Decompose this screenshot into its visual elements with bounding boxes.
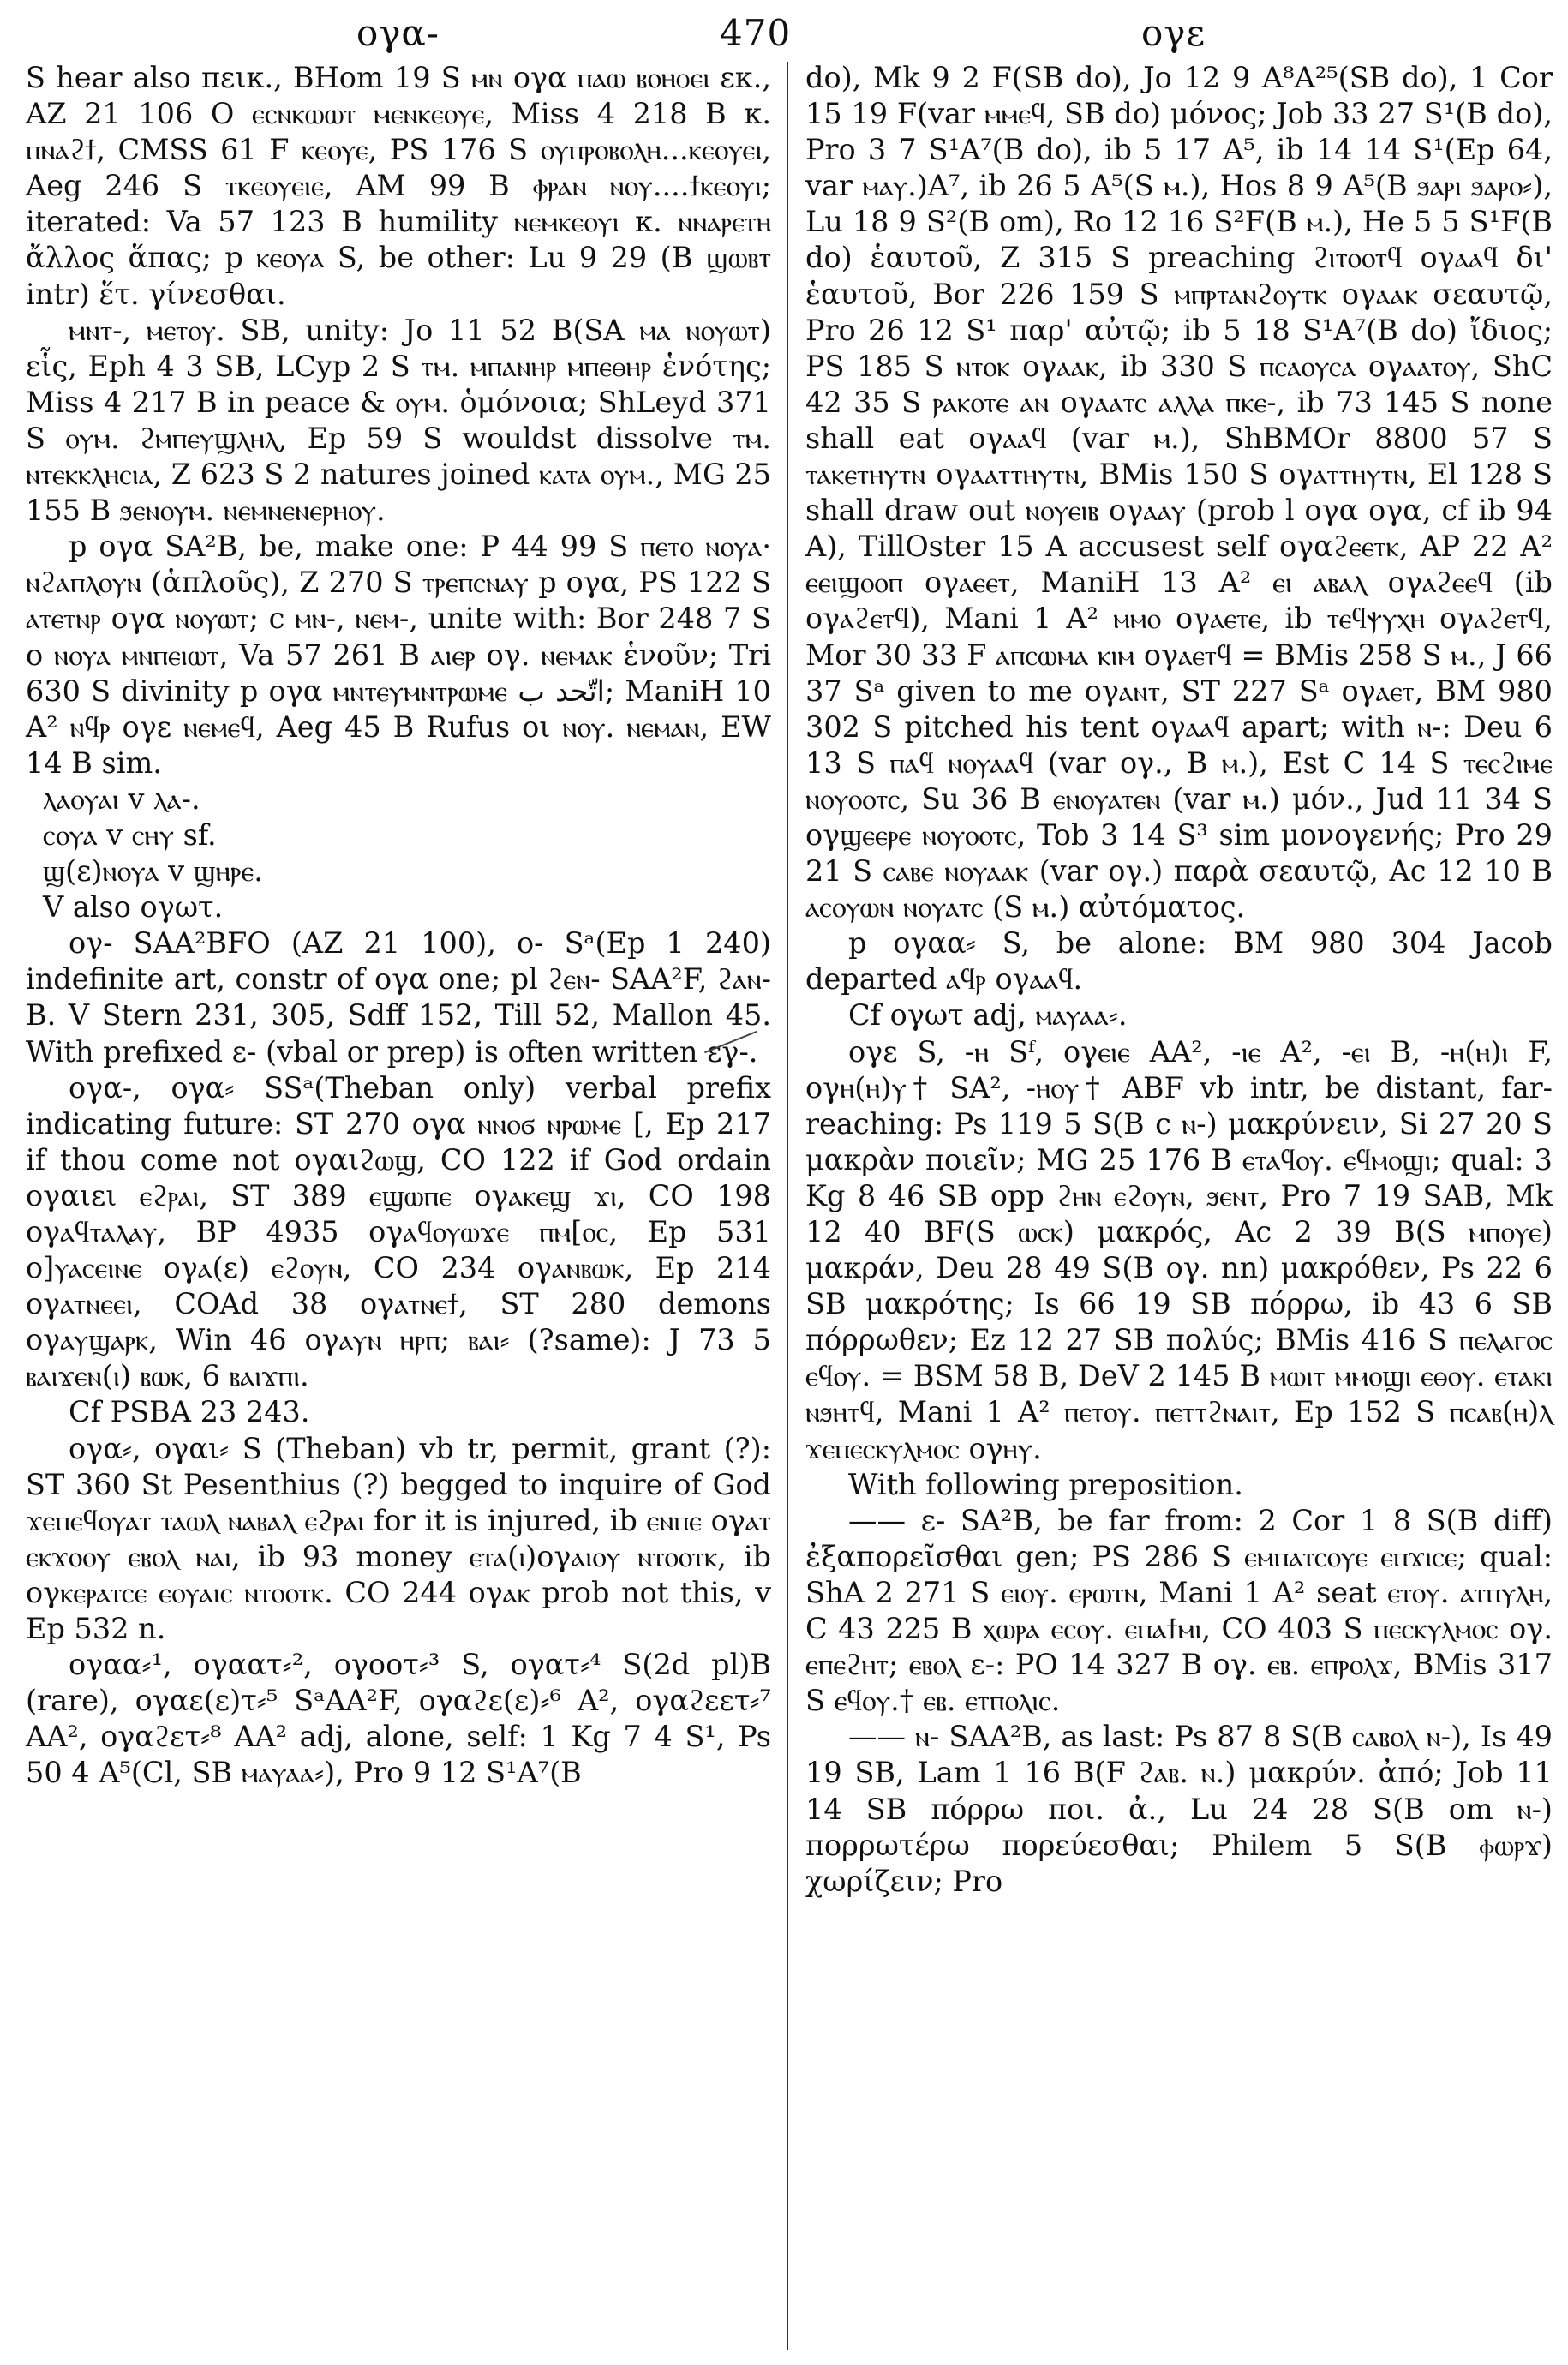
entry-alone: ογαα⸗¹, ογαατ⸗², ογοοτ⸗³ S, ογατ⸗⁴ S(2d pl)B (rare), ογαε(ε)τ⸗⁵ SᵃAA²F, ογαϩε(ε)⸗⁶ A², ογαϩεετ⸗⁷ AA², ογαϩετ⸗⁸ AA² adj, alone, self: 1 Kg 7 4 S¹, Ps 50 4 A⁵(Cl, SB ⲙⲁⲩⲁⲁ⸗), Pro 9 12 S¹A⁷(B [26, 1648, 771, 1790]
page-header [0, 10, 1568, 62]
entry-far-from: —— ε- SA²B, be far from: 2 Cor 1 8 S(B diff) ἐξαπορεῖσθαι gen; PS 286 S ⲉⲙⲡⲁⲧⲥⲟⲩⲉ ⲉⲡϫⲓⲥⲉ; qual: ShA 2 271 S ⲉⲓⲟⲩ. ⲉⲣⲱⲧⲛ, Mani 1 A² seat ⲉⲧⲟⲩ. ⲁⲧⲡⲩⲗⲏ, C 43 225 B ⲭⲱⲣⲁ ⲉⲥⲟⲩ. ⲉⲡⲁϯⲙⲓ, CO 403 S ⲡⲉⲥⲕⲩⲗⲙⲟⲥ ογ. ⲉⲡⲉϩⲏⲧ; ⲉⲃⲟⲗ ε-: PO 14 327 B ογ. ⲉⲃ. ⲉⲡⲣⲟⲗϫ, BMis 317 S ⲉϥⲟⲩ.† ⲉⲃ. ⲉⲧⲡⲟⲗⲓⲥ. [805, 1503, 1553, 1718]
cross-ref-psba: Cf PSBA 23 243. [69, 1395, 310, 1429]
entry-distant: ογε S, -ⲏ Sᶠ, ογⲉⲓⲉ AA², -ⲓⲉ A², -ⲉⲓ B, -ⲏ(ⲏ)ⲓ F, ογⲏ(ⲏ)ⲩ† SA², -ⲏⲟⲩ† ABF vb intr, be distant, far-reaching: Ps 119 5 S(B c ⲛ-) μακρύνειν, Si 27 20 S μακρὰν ποιεῖν; MG 25 176 B ⲉⲧⲁϥⲟⲩ. ⲉϥⲙⲟϣⲓ; qual: 3 Kg 8 46 SB opp ϩⲏⲛ ⲉϩⲟⲩⲛ, ϧⲉⲛⲧ, Pro 7 19 SAB, Mk 12 40 BF(S ⲱⲥⲕ) μακρός, Ac 2 39 B(S ⲙⲡⲟⲩⲉ) μακράν, Deu 28 49 S(B ογ. nn) μακρόθεν, Ps 22 6 SB μακρότης; Is 66 19 SB πόρρω, ib 43 6 SB πόρρωθεν; Ez 12 27 SB πολύς; BMis 416 S ⲡⲉⲗⲁⲅⲟⲥ ⲉϥⲟⲩ. = BSM 58 B, DeV 2 145 B ⲙⲱⲓⲧ ⲙⲙⲟϣⲓ ⲉⲑⲟⲩ. ⲉⲧⲁⲕⲓ ⲛϧⲏⲧϥ, Mani 1 A² ⲡⲉⲧⲟⲩ. ⲡⲉⲧⲧϩⲛⲁⲓⲧ, Ep 152 S ⲡⲥⲁⲃ(ⲏ)ⲗ ϫⲉⲡⲉⲥⲕⲩⲗⲙⲟⲥ ογⲏⲩ. [805, 1034, 1553, 1465]
entry-indefinite-article: ογ- SAA²BFO (AZ 21 100), o- Sᵃ(Ep 1 240) indefinite art, constr of ογα one; pl ϩⲉⲛ- SAA²F, ϩⲁⲛ- B. V Stern 231, 305, Sdff 152, Till 52, Mallon 45. With prefixed ε- (vbal or prep) is often written εγ-. [26, 926, 771, 1069]
running-head-left: ογα- [356, 12, 440, 54]
entry-unity: ⲙⲛⲧ-, ⲙⲉⲧⲟⲩ. SB, unity: Jo 11 52 B(SA ⲙⲁ ⲛⲟⲩⲱⲧ) εἷς, Eph 4 3 SB, LCyp 2 S ⲧⲙ. ⲙⲡⲁⲛⲏⲣ ⲙⲡⲉⲑⲏⲣ ἑνότης; Miss 4 217 B in peace & ⲟⲩⲙ. ὁμόνοια; ShLeyd 371 S ⲟⲩⲙ. ϩⲙⲡⲉⲩϣⲗⲏⲗ, Ep 59 S wouldst dissolve ⲧⲙ. ⲛⲧⲉⲕⲕⲗⲏⲥⲓⲁ, Z 623 S 2 natures joined ⲕⲁⲧⲁ ⲟⲩⲙ., MG 25 155 B ϧⲉⲛⲟⲩⲙ. ⲛⲉⲙⲛⲉⲛⲉⲣⲏⲟⲩ. [26, 313, 771, 528]
cross-ref-ouot: Cf ογωτ adj, ⲙⲁⲩⲁⲁ⸗. [848, 998, 1128, 1033]
entry-future-prefix: ογα-, ογα⸗ SSᵃ(Theban only) verbal prefix indicating future: ST 270 ογα ⲛⲛⲟϭ ⲛⲣⲱⲙⲉ [, Ep 217 if thou come not ογαιϩⲱϣ, CO 122 if God ordain ογαιει ⲉϩⲣⲁⲓ, ST 389 ⲉϣⲱⲡⲉ ογⲁⲕⲉϣ ϫⲓ, CO 198 ογⲁϥⲧⲁⲗⲁⲩ, BP 4935 ογⲁϥⲟⲩⲱϫⲉ ⲡⲙ[ⲟⲥ, Ep 531 ο]ⲩⲁⲥⲉⲓⲛⲉ ογⲁ(ε) ⲉϩⲟⲩⲛ, CO 234 ογⲁⲛⲃⲱⲕ, Ep 214 ογⲁⲧⲛⲉⲉⲓ, COAd 38 ογⲁⲧⲛⲉϯ, ST 280 demons ογⲁⲩϣⲁⲣⲕ, Win 46 ογⲁⲩⲛ ⲏⲣⲡ; ⲃⲁⲓ⸗ (?same): J 73 5 ⲃⲁⲓϫⲉⲛ(ⲓ) ⲃⲱⲕ, 6 ⲃⲁⲓϫⲡⲓ. [26, 1070, 771, 1393]
entry-as-last: —— ⲛ- SAA²B, as last: Ps 87 8 S(B ⲥⲁⲃⲟⲗ ⲛ-), Is 49 19 SB, Lam 1 16 B(F ϩⲁⲃ. ⲛ.) μακρύν. ἀπό; Job 11 14 SB πόρρω ποι. ἀ., Lu 24 28 S(B om ⲛ-) πορρωτέρω πορεύεσθαι; Philem 5 S(B ⲫⲱⲣϫ) χωρίζειν; Pro [805, 1720, 1553, 1898]
entry-be-alone: p ογαα⸗ S, be alone: BM 980 304 Jacob departed ⲁϥⲣ ογⲁⲁϥ. [805, 926, 1553, 997]
page-number: 470 [720, 12, 792, 54]
left-column [26, 60, 771, 1792]
subhead-preposition: With following preposition. [848, 1467, 1243, 1501]
entry-permit: ογα⸗, ογαι⸗ S (Theban) vb tr, permit, grant (?): ST 360 St Pesenthius (?) begged to inquire of God ϫⲉⲡⲉϥⲟⲩⲁⲧ ⲧⲁⲱⲗ ⲛⲁⲃⲁⲗ ⲉϩⲣⲁⲓ for it is injured, ib ⲉⲛⲡⲉ ογⲁⲧ ⲉⲕϫⲟⲟⲩ ⲉⲃⲟⲗ ⲛⲁⲓ, ib 93 money ⲉⲧⲁ(ⲓ)ογⲁⲓⲟⲩ ⲛⲧⲟⲟⲧⲕ, ib ογⲕⲉⲣⲁⲧⲥⲉ ⲉⲟⲩⲁⲓⲥ ⲛⲧⲟⲟⲧⲕ. CO 244 ογⲁⲕ prob not this, v Ep 532 n. [26, 1431, 771, 1646]
entry-continuation: S hear also πεικ., BHom 19 S ⲙⲛ ογα ⲡⲁⲱ ⲃⲟⲏⲑⲉⲓ εκ., AZ 21 106 O ⲉⲥⲛⲕⲱⲱⲧ ⲙⲉⲛⲕⲉⲟⲩⲉ, Miss 4 218 B κ. ⲡⲛⲁϩϯ, CMSS 61 F ⲕⲉⲟⲩⲉ, PS 176 S ⲟⲩⲡⲣⲟⲃⲟⲗⲏ...ⲕⲉⲟⲩⲉⲓ, Aeg 246 S ⲧⲕⲉⲟⲩⲉⲓⲉ, AM 99 B ⲫⲣⲁⲛ ⲛⲟⲩ....ϯⲕⲉⲟⲩⲓ; iterated: Va 57 123 B humility ⲛⲉⲙⲕⲉⲟⲩⲓ κ. ⲛⲛⲁⲣⲉⲧⲏ ἄλλος ἅπας; p ⲕⲉⲟⲩⲁ S, be other: Lu 9 29 (B ϣⲱⲃⲧ intr) ἕτ. γίνεσθαι. [26, 61, 771, 311]
cross-ref-shenoua: ϣ(ε)ⲛⲟⲩⲁ v ϣⲏⲣⲉ. [43, 854, 263, 889]
column-divider [787, 62, 788, 2350]
right-column [805, 60, 1553, 1900]
cross-ref-laouai: ⲗⲁⲟⲩⲁⲓ v ⲗⲁ-. [43, 781, 200, 816]
entry-make-one: p ογα SA²B, be, make one: P 44 99 S ⲡⲉⲧⲟ ⲛⲟⲩⲁ· ⲛϩⲁⲡⲗⲟⲩⲛ (ἁπλοῦς), Z 270 S ⲧⲣⲉⲡⲥⲛⲁⲩ p ογα, PS 122 S ⲁⲧⲉⲧⲛⲣ ογα ⲛⲟⲩⲱⲧ; c ⲙⲛ-, ⲛⲉⲙ-, unite with: Bor 248 7 S o ⲛⲟⲩⲁ ⲙⲛⲡⲉⲓⲱⲧ, Va 57 261 B ⲁⲓⲉⲣ ογ. ⲛⲉⲙⲁⲕ ἑνοῦν; Tri 630 S divinity p ογα ⲙⲛⲧⲉⲩⲙⲛⲧⲣⲱⲙⲉ اتّحد ب; ManiH 10 A² ⲛϥⲣ ογε ⲛⲉⲙⲉϥ, Aeg 45 B Rufus οι ⲛⲟⲩ. ⲛⲉⲙⲁⲛ, EW 14 B sim. [26, 530, 771, 780]
entry-alone-continuation: do), Mk 9 2 F(SB do), Jo 12 9 A⁸A²⁵(SB do), 1 Cor 15 19 F(var ⲙⲙⲉϥ, SB do) μόνος; Job 33 27 S¹(B do), Pro 3 7 S¹A⁷(B do), ib 5 17 A⁵, ib 14 14 S¹(Ep 64, var ⲙⲁⲩ.)A⁷, ib 26 5 A⁵(S ⲙ.), Hos 8 9 A⁵(B ϧⲁⲣⲓ ϧⲁⲣⲟ⸗), Lu 18 9 S²(B om), Ro 12 16 S²F(B ⲙ.), He 5 5 S¹F(B do) ἑαυτοῦ, Z 315 S preaching ϩⲓⲧⲟⲟⲧϥ ογⲁⲁϥ δι' ἑαυτοῦ, Bor 226 159 S ⲙⲡⲣⲧⲁⲛϩⲟⲩⲧⲕ ογⲁⲁⲕ σεαυτῷ, Pro 26 12 S¹ παρ' αὐτῷ; ib 5 18 S¹A⁷(B do) ἴδιος; PS 185 S ⲛⲧⲟⲕ ογⲁⲁⲕ, ib 330 S ⲡⲥⲁⲟⲩⲥⲁ ογⲁⲁⲧⲟⲩ, ShC 42 35 S ⲣⲁⲕⲟⲧⲉ ⲁⲛ ογⲁⲁⲧⲥ ⲁⲗⲗⲁ ⲡⲕⲉ-, ib 73 145 S none shall eat ογⲁⲁϥ (var ⲙ.), ShBMOr 8800 57 S ⲧⲁⲕⲉⲧⲏⲩⲧⲛ ογⲁⲁⲧⲧⲏⲩⲧⲛ, BMis 150 S ογⲁⲧⲧⲏⲩⲧⲛ, El 128 S shall draw out ⲛⲟⲩⲉⲓⲃ ογⲁⲁⲩ (prob l ογα ογα, cf ib 94 A), TillOster 15 A accusest self ογαϩⲉⲉⲧⲕ, AP 22 A² ⲉⲉⲓϣⲟⲟⲡ ογⲁⲉⲉⲧ, ManiH 13 A² ⲉⲓ ⲁⲃⲁⲗ ογⲁϩⲉⲉϥ (ib ογⲁϩⲉⲧϥ), Mani 1 A² ⲙⲙⲟ ογⲁⲉⲧⲉ, ib ⲧⲉϥⲯⲩⲭⲏ ογⲁϩⲉⲧϥ, Mor 30 33 F ⲁⲡⲥⲱⲙⲁ ⲕⲓⲙ ογⲁⲉⲧϥ = BMis 258 S ⲙ., J 66 37 Sᵃ given to me ογⲁⲛⲧ, ST 227 Sᵃ ογⲁⲉⲧ, BM 980 302 S pitched his tent ογⲁⲁϥ apart; with ⲛ-: Deu 6 13 S ⲡⲁϥ ⲛⲟⲩⲁⲁϥ (var ογ., B ⲙ.), Est C 14 S ⲧⲉⲥϩⲓⲙⲉ ⲛⲟⲩⲟⲟⲧⲥ, Su 36 B ⲉⲛⲟⲩⲁⲧⲉⲛ (var ⲙ.) μόν., Jud 11 34 S ογϣⲉⲉⲣⲉ ⲛⲟⲩⲟⲟⲧⲥ, Tob 3 14 S³ sim μονογενής; Pro 29 21 S ⲥⲁⲃⲉ ⲛⲟⲩⲁⲁⲕ (var ογ.) παρὰ σεαυτῷ, Ac 12 10 B ⲁⲥⲟⲩⲱⲛ ⲛⲟⲩⲁⲧⲥ (S ⲙ.) αὐτόματος. [805, 61, 1553, 925]
running-head-right: ογε [1141, 12, 1206, 54]
cross-ref-see-also: V also ογωτ. [43, 890, 224, 925]
cross-ref-soua: ⲥⲟⲩⲁ v ⲥⲏⲩ sf. [43, 817, 217, 852]
